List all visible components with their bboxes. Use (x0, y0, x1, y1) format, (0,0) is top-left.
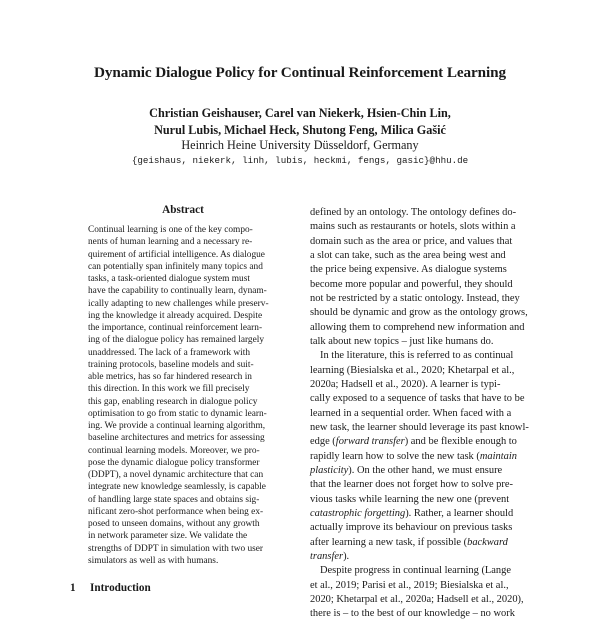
text-line: become more popular and powerful, they should (310, 278, 513, 290)
text-line: a slot can take, such as the area being west and (310, 249, 506, 261)
text-line: the price being expensive. As dialogue systems (310, 264, 507, 276)
text-line (310, 550, 532, 564)
text-line (310, 450, 532, 464)
text-line: learning (Biesialska et al., 2020; Khetarpal et al., (310, 364, 515, 376)
emphasis-transfer: transfer (310, 550, 344, 562)
author-line-1: Christian Geishauser, Carel van Niekerk, Hsien-Chin Lin, (149, 106, 451, 120)
abstract-line: pose the dynamic dialogue policy transformer (88, 457, 260, 468)
text-line: In the literature, this is referred to as continual (320, 350, 514, 362)
abstract-line: training protocols, baseline models and suit- (88, 359, 254, 370)
abstract-line: can potentially span infinitely many topics and (88, 261, 263, 272)
text-line: vious tasks while learning the new one (prevent (310, 493, 510, 505)
abstract-line: unaddressed. The lack of a framework with (88, 347, 250, 358)
text-line: new task, the learner should leverage its past knowl- (310, 421, 529, 433)
text-line: Despite progress in continual learning (Lange (320, 565, 512, 577)
emphasis-maintain: maintain (479, 450, 517, 462)
text-span: rapidly learn how to solve the new task ( (310, 450, 480, 462)
section-title: Introduction (90, 582, 151, 594)
abstract-heading: Abstract (162, 204, 204, 216)
abstract-line: the importance, continual reinforcement learn- (88, 323, 263, 333)
author-emails: {geishaus, niekerk, linh, lubis, heckmi, fengs, gasic}@hhu.de (131, 155, 469, 166)
abstract-line: posed to unseen domains, without any growth (88, 519, 260, 529)
abstract-line: ing of the dialogue policy has remained largely (88, 335, 265, 346)
author-line-2: Nurul Lubis, Michael Heck, Shutong Feng, Milica Gašić (154, 122, 446, 137)
section-number: 1 (70, 582, 76, 594)
text-line: not be restricted by a static ontology. Instead, they (310, 292, 520, 304)
abstract-line: quirement of artificial intelligence. As dialogue (88, 249, 265, 260)
abstract-line: (DDPT), a novel dynamic architecture that can (88, 470, 264, 480)
text-line: talk about new topics – just like humans do. (310, 335, 494, 347)
text-line: cally exposed to a sequence of tasks that have to be (310, 393, 525, 405)
abstract-line: ing the knowledge it already acquired. Despite (88, 310, 263, 321)
abstract-line: in network parameter size. We validate the (88, 531, 248, 542)
text-span: ). Rather, a learner should (405, 507, 514, 519)
emphasis-forward-transfer: forward transfer (335, 436, 405, 448)
affiliation: Heinrich Heine University Düsseldorf, Germany (181, 138, 419, 152)
abstract-line: strengths of DDPT in simulation with two user (88, 543, 264, 554)
text-line: there is – to the best of our knowledge – no work (310, 608, 515, 620)
author-list (0, 105, 600, 138)
abstract-line: nificant zero-shot performance when being ex- (88, 506, 264, 517)
abstract-line: Continual learning is one of the key compo- (88, 225, 253, 235)
emphasis-plasticity: plasticity (310, 464, 349, 476)
text-line: mains such as restaurants or hotels, slots within a (310, 221, 516, 233)
abstract-line: have the capability to continually learn, dynam- (88, 286, 267, 297)
text-line (310, 507, 532, 521)
text-line (310, 464, 532, 478)
emphasis-backward: backward (467, 536, 508, 548)
abstract-line: this gap, enabling research in dialogue policy (88, 396, 258, 407)
abstract-body (88, 224, 278, 567)
text-line: domain such as the area or price, and values that (310, 235, 513, 247)
text-span: ). On the other hand, we must ensure (348, 464, 503, 476)
text-line: should be dynamic and grow as the ontology grows, (310, 307, 528, 319)
text-line: learned in a sequential order. When faced with a (310, 407, 512, 419)
text-line (310, 536, 532, 550)
text-span: after learning a new task, if possible ( (310, 536, 468, 548)
right-column-text (310, 206, 532, 622)
abstract-line: ically adapting to new challenges while preserv- (88, 298, 269, 309)
abstract-line: continual learning models. Moreover, we pro- (88, 445, 260, 456)
abstract-line: able metrics, has so far hindered research in (88, 372, 252, 382)
abstract-line: ing. We provide a continual learning algorithm, (88, 421, 266, 431)
text-line: allowing them to comprehend new information and (310, 321, 525, 333)
abstract-line: nents of human learning and a necessary re- (88, 237, 253, 248)
emphasis-catastrophic-forgetting: catastrophic forgetting (310, 507, 406, 519)
text-span: edge ( (310, 436, 336, 448)
text-line: actually improve its behaviour on previous tasks (310, 522, 513, 534)
abstract-line: this direction. In this work we fill precisely (88, 384, 250, 395)
text-line: 2020; Khetarpal et al., 2020a; Hadsell et al., 2020), (310, 593, 524, 605)
paper-title: Dynamic Dialogue Policy for Continual Reinforcement Learning (94, 64, 506, 81)
abstract-line: baseline architectures and metrics for assessing (88, 433, 265, 444)
abstract-line: optimisation to go from static to dynamic learn- (88, 408, 267, 419)
abstract-line: integrate new knowledge seamlessly, is capable (88, 482, 266, 493)
text-line (310, 435, 532, 449)
text-line: that the learner does not forget how to solve pre- (310, 479, 513, 491)
abstract-line: of handling large state spaces and obtains sig- (88, 494, 260, 505)
section-heading-introduction (70, 582, 151, 594)
text-span: ). (343, 550, 350, 562)
text-span: ) and be flexible enough to (404, 436, 517, 448)
text-line: 2020a; Hadsell et al., 2020). A learner is typi- (310, 378, 501, 390)
abstract-line: tasks, a task-oriented dialogue system must (88, 274, 250, 284)
text-line: defined by an ontology. The ontology defines do- (310, 207, 517, 218)
abstract-line: simulators as well as with humans. (88, 555, 219, 566)
text-line: et al., 2019; Parisi et al., 2019; Biesialska et al., (310, 579, 509, 591)
